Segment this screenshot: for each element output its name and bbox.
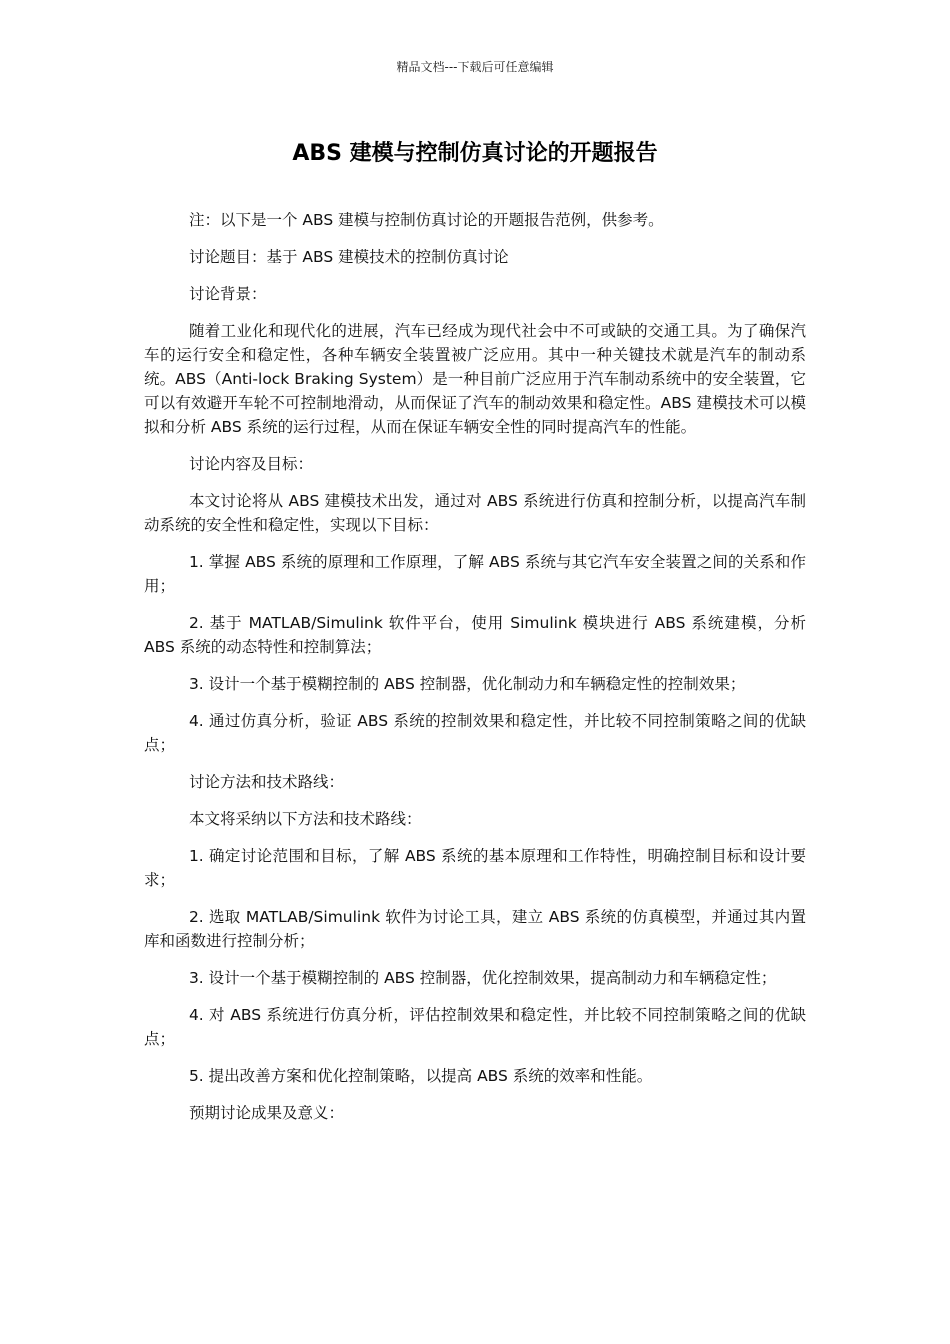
page-header: 精品文档---下载后可任意编辑 [396,60,554,74]
topic-paragraph: 讨论题目：基于 ABS 建模技术的控制仿真讨论 [188,248,509,266]
section-heading-methods: 讨论方法和技术路线： [188,773,344,791]
section-heading-expected-results: 预期讨论成果及意义： [188,1104,344,1122]
document-title: ABS 建模与控制仿真讨论的开题报告 [292,141,658,166]
note-paragraph: 注：以下是一个 ABS 建模与控制仿真讨论的开题报告范例，供参考。 [188,211,664,229]
goal-item-3: 3. 设计一个基于模糊控制的 ABS 控制器，优化制动力和车辆稳定性的控制效果； [188,675,746,693]
content-intro-paragraph: 本文讨论将从 ABS 建模技术出发，通过对 ABS 系统进行仿真和控制分析，以提高汽车制动系统的安全性和稳定性，实现以下目标： [144,492,806,534]
document-body [144,208,806,1138]
method-item-3: 3. 设计一个基于模糊控制的 ABS 控制器，优化控制效果，提高制动力和车辆稳定性； [188,969,777,987]
goal-item-2: 2. 基于 MATLAB/Simulink 软件平台，使用 Simulink 模块进行 ABS 系统建模，分析 ABS 系统的动态特性和控制算法； [144,614,806,656]
goal-item-1: 1. 掌握 ABS 系统的原理和工作原理，了解 ABS 系统与其它汽车安全装置之间的关系和作用； [144,553,806,595]
section-heading-content-goals: 讨论内容及目标： [188,455,313,473]
method-item-4: 4. 对 ABS 系统进行仿真分析，评估控制效果和稳定性，并比较不同控制策略之间的优缺点； [144,1006,806,1048]
method-item-2: 2. 选取 MATLAB/Simulink 软件为讨论工具，建立 ABS 系统的仿真模型，并通过其内置库和函数进行控制分析； [144,908,806,950]
section-heading-background: 讨论背景： [188,285,267,303]
method-item-5: 5. 提出改善方案和优化控制策略，以提高 ABS 系统的效率和性能。 [188,1067,653,1085]
goal-item-4: 4. 通过仿真分析，验证 ABS 系统的控制效果和稳定性，并比较不同控制策略之间的优缺点； [144,712,806,754]
background-paragraph: 随着工业化和现代化的进展，汽车已经成为现代社会中不可或缺的交通工具。为了确保汽车的运行安全和稳定性，各种车辆安全装置被广泛应用。其中一种关键技术就是汽车的制动系统。ABS（Anti-lock Braking System）是一种目前广泛应用于汽车制动系统中的安全装置，它可以有效避开车轮不可控制地滑动，从而保证了汽车的制动效果和稳定性。ABS 建模技术可以模拟和分析 ABS 系统的运行过程，从而在保证车辆安全性的同时提高汽车的性能。 [144,322,806,436]
methods-intro-paragraph: 本文将采纳以下方法和技术路线： [188,810,422,828]
method-item-1: 1. 确定讨论范围和目标，了解 ABS 系统的基本原理和工作特性，明确控制目标和设计要求； [144,847,806,889]
